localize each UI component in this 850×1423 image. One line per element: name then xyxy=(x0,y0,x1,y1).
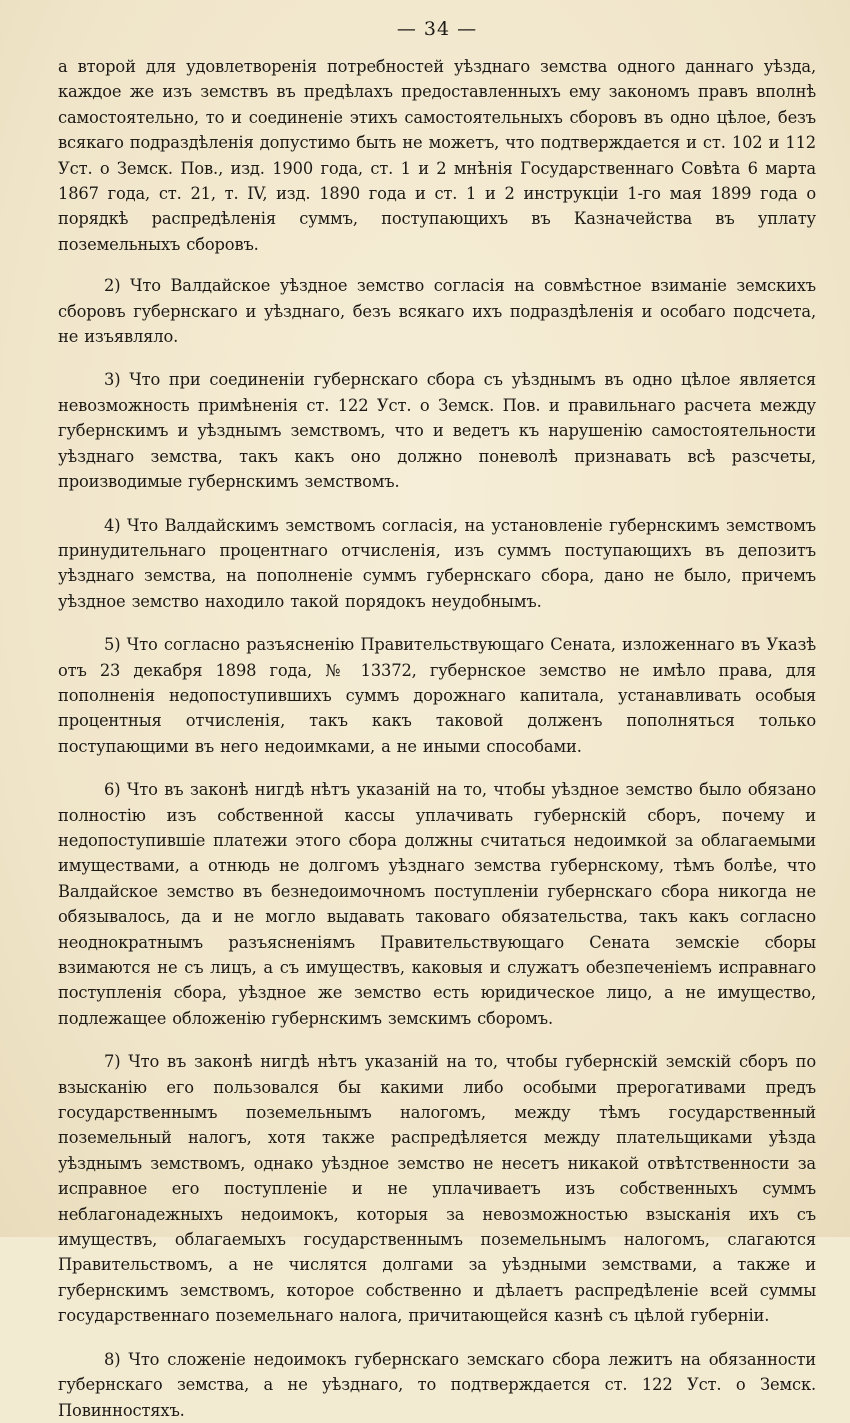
paragraph-point-6: 6) Что въ законѣ нигдѣ нѣтъ указаній на то, чтобы уѣздное земство было обязано полностію изъ собственной кассы уплачивать губернскій сборъ, почему и недопоступившіе платежи этого сбора должны считаться недоимкой за облагаемыми имуществами, а отнюдь не долгомъ уѣзднаго земства губернскому, тѣмъ болѣе, что Валдайское земство въ безнедоимочномъ поступленіи губернскаго сбора никогда не обязывалось, да и не могло выдавать таковаго обязательства, такъ какъ согласно неоднократнымъ разъясненіямъ Правительствующаго Сената земскіе сборы взимаются не съ лицъ, а съ имуществъ, каковыя и служатъ обезпеченіемъ исправнаго поступленія сбора, уѣздное же земство есть юридическое лицо, а не имущество, подлежащее обложенію губернскимъ земскимъ сборомъ. xyxy=(58,780,816,1028)
paragraph-point-7: 7) Что въ законѣ нигдѣ нѣтъ указаній на то, чтобы губернскій земскій сборъ по взысканію его пользовался бы какими либо особыми прерогативами предъ государственнымъ поземельнымъ налогомъ, между тѣмъ государственный поземельный налогъ, хотя также распредѣляется между плательщиками уѣзда уѣзднымъ земствомъ, однако уѣздное земство не несетъ никакой отвѣтственности за исправное его поступленіе и не уплачиваетъ изъ собственныхъ суммъ неблагонадежныхъ недоимокъ, которыя за невозможностью взысканія ихъ съ имуществъ, облагаемыхъ государственнымъ поземельнымъ налогомъ, слагаются Правительствомъ, а не числятся долгами за уѣздными земствами, а также и губернскимъ земствомъ, которое собственно и дѣлаетъ распредѣленіе всей суммы государственнаго поземельнаго налога, причитающейся казнѣ съ цѣлой губерніи. xyxy=(58,1052,816,1326)
paragraph-point-4: 4) Что Валдайскимъ земствомъ согласія, на установленіе губернскимъ земствомъ принудительнаго процентнаго отчисленія, изъ суммъ поступающихъ въ депозитъ уѣзднаго земства, на пополненіе суммъ губернскаго сбора, дано не было, причемъ уѣздное земство находило такой порядокъ неудобнымъ. xyxy=(58,515,816,611)
paragraph-point-5: 5) Что согласно разъясненію Правительствующаго Сената, изложеннаго въ Указѣ отъ 23 декабря 1898 года, № 13372, губернское земство не имѣло права, для пополненія недопоступившихъ суммъ дорожнаго капитала, устанавливать особыя процентныя отчисленія, такъ какъ таковой долженъ пополняться только поступающими въ него недоимками, а не иными способами. xyxy=(58,635,816,756)
paragraph-point-2: 2) Что Валдайское уѣздное земство согласія на совмѣстное взиманіе земскихъ сборовъ губернскаго и уѣзднаго, безъ всякаго ихъ подраздѣленія и особаго подсчета, не изъявляло. xyxy=(58,276,816,347)
paragraph-point-3: 3) Что при соединеніи губернскаго сбора съ уѣзднымъ въ одно цѣлое является невозможность примѣненія ст. 122 Уст. о Земск. Пов. и правильнаго расчета между губернскимъ и уѣзднымъ земствомъ, что и ведетъ къ нарушенію самостоятельности уѣзднаго земства, такъ какъ оно должно поневолѣ признавать всѣ разсчеты, производимые губернскимъ земствомъ. xyxy=(58,370,816,492)
paragraph-continuation: а второй для удовлетворенія потребностей уѣзднаго земства одного даннаго уѣзда, каждое же изъ земствъ въ предѣлахъ предоставленныхъ ему закономъ правъ вполнѣ самостоятельно, то и соединеніе этихъ самостоятельныхъ сборовъ въ одно цѣлое, безъ всякаго подраздѣленія допустимо быть не можетъ, что подтверждается и ст. 102 и 112 Уст. о Земск. Пов., изд. 1900 года, ст. 1 и 2 мнѣнія Государственнаго Совѣта 6 марта 1867 года, ст. 21, т. IV, изд. 1890 года и ст. 1 и 2 инструкціи 1-го мая 1899 года о порядкѣ распредѣленія суммъ, поступающихъ въ Казначейства въ уплату поземельныхъ сборовъ. xyxy=(58,57,816,254)
page-number: — 34 — xyxy=(396,18,478,40)
paragraph-point-8: 8) Что сложеніе недоимокъ губернскаго земскаго сбора лежитъ на обязанности губернскаго земства, а не уѣзднаго, то подтверждается ст. 122 Уст. о Земск. Повинностяхъ. xyxy=(58,1349,816,1420)
